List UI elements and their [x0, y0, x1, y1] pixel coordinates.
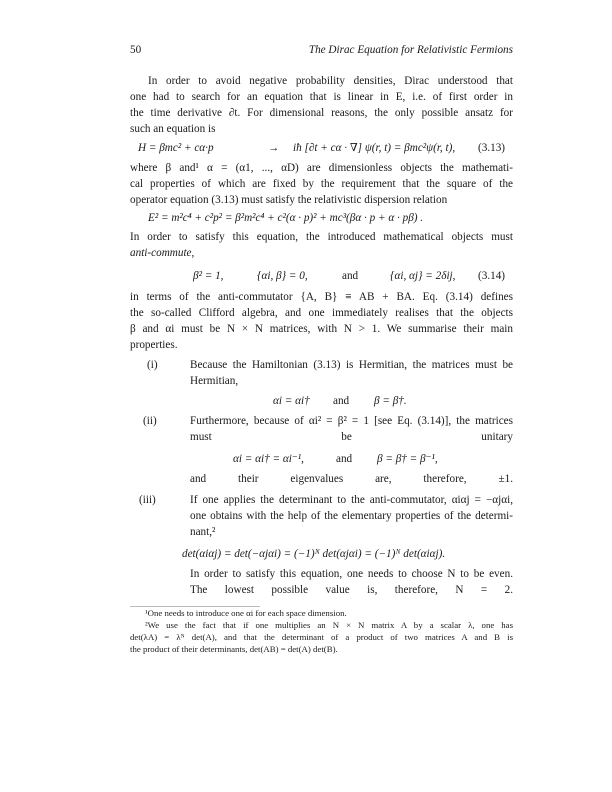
body-line: where β and¹ α = (α1, ..., αD) are dimensionless objects the mathemati-: [130, 162, 513, 174]
list-line: must be unitary: [190, 431, 513, 443]
page-number: 50: [130, 44, 142, 56]
body-line: the so-called Clifford algebra, and one immediately realises that the objects: [130, 307, 513, 319]
equation-part: β² = 1,: [193, 270, 224, 282]
body-line: such an equation is: [130, 123, 216, 135]
equation-dirac: iħ [∂t + cα · ∇] ψ(r, t) = βmc²ψ(r, t),: [293, 142, 456, 154]
list-marker: (i): [147, 359, 158, 371]
body-line: in terms of the anti-commutator {A, B} ≡ AB + BA. Eq. (3.14) defines: [130, 291, 513, 303]
footnote: ¹One needs to introduce one αi for each space dimension.: [145, 608, 347, 618]
body-line: β and αi must be N × N matrices, with N > 1. We summarise their main: [130, 323, 513, 335]
list-line: The lowest possible value is, therefore, N = 2.: [190, 584, 513, 596]
running-title: The Dirac Equation for Relativistic Fermions: [308, 44, 513, 56]
equation-part: β = β† = β⁻¹,: [377, 453, 438, 465]
equation-part: αi = αi†: [273, 395, 310, 407]
footnote: the product of their determinants, det(AB) = det(A) det(B).: [130, 644, 338, 654]
equation-label: (3.13): [478, 142, 506, 154]
list-marker: (ii): [143, 415, 157, 427]
body-line: operator equation (3.13) must satisfy the relativistic dispersion relation: [130, 194, 448, 206]
list-marker: (iii): [139, 494, 156, 506]
equation-part: β = β†.: [374, 395, 407, 407]
body-line: anti-commute,: [130, 247, 195, 259]
list-line: In order to satisfy this equation, one needs to choose N to be even.: [190, 568, 513, 580]
list-line: Because the Hamiltonian (3.13) is Hermitian, the matrices must be: [190, 359, 513, 371]
equation-part: {αi, αj} = 2δij,: [390, 270, 456, 282]
equation-and: and: [336, 453, 353, 465]
body-line: cal properties of which are fixed by the requirement that the square of the: [130, 178, 513, 190]
list-line: Hermitian,: [190, 375, 239, 387]
equation-part: {αi, β} = 0,: [257, 270, 308, 282]
footnote: det(λA) = λᴺ det(A), and that the determinant of a product of two matrices A and B is: [130, 632, 513, 642]
body-line: In order to satisfy this equation, the introduced mathematical objects must: [130, 231, 513, 243]
body-line: the time derivative ∂t. For dimensional reasons, the only possible ansatz for: [130, 107, 513, 119]
body-line: In order to avoid negative probability densities, Dirac understood that: [148, 75, 513, 87]
body-line: properties.: [130, 339, 178, 351]
list-line: and their eigenvalues are, therefore, ±1.: [190, 473, 513, 485]
list-line: nant,²: [190, 526, 216, 538]
equation-label: (3.14): [478, 270, 506, 282]
equation-and: and: [342, 270, 359, 282]
arrow: →: [268, 142, 280, 154]
footnote: ²We use the fact that if one multiplies an N × N matrix A by a scalar λ, one has: [145, 620, 513, 630]
body-line: one had to search for an equation that is linear in E, i.e. of first order in: [130, 91, 513, 103]
equation-part: αi = αi† = αi⁻¹,: [233, 453, 304, 465]
equation-hamiltonian: H = βmc² + cα·p: [138, 142, 214, 154]
equation-determinant: det(αiαj) = det(−αjαi) = (−1)ᴺ det(αjαi) = (−1)ᴺ det(αiαj).: [182, 548, 446, 560]
list-line: one obtains with the help of the elementary properties of the determi-: [190, 510, 513, 522]
list-line: Furthermore, because of αi² = β² = 1 [see Eq. (3.14)], the matrices: [190, 415, 513, 427]
equation-and: and: [333, 395, 350, 407]
list-line: If one applies the determinant to the anti-commutator, αiαj = −αjαi,: [190, 494, 513, 506]
equation-dispersion: E² = m²c⁴ + c²p² = β²m²c⁴ + c²(α · p)² + mc³(βα · p + α · pβ) .: [148, 212, 424, 224]
